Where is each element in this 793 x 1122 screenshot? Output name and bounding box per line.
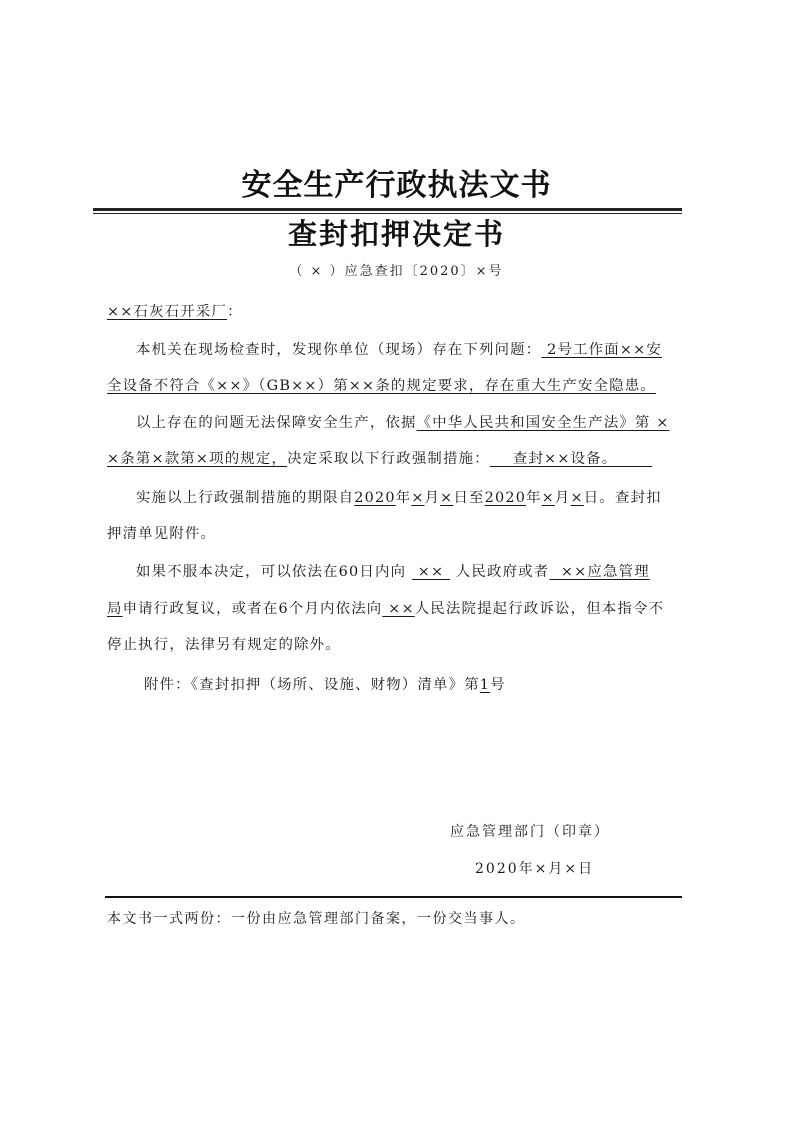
legal-basis-2: ×条第×款第×项的规定， <box>107 451 288 467</box>
period-intro: 实施以上行政强制措施的期限自 <box>136 490 355 506</box>
recipient-line <box>107 302 687 322</box>
paragraph-2-line-2 <box>107 449 687 469</box>
measure-intro: 决定采取以下行政强制措施： <box>287 451 490 467</box>
paragraph-4-line-3: 停止执行，法律另有规定的除外。 <box>107 637 341 653</box>
start-day: × <box>440 490 454 506</box>
day-to-label: 日至 <box>453 490 485 506</box>
paragraph-4-line-1 <box>107 562 716 582</box>
paragraph-4-line-2 <box>107 599 687 619</box>
document-number: （ × ）应急查扣〔2020〕×号 <box>289 264 504 279</box>
problem-description-1: 2号工作面××安 <box>541 342 662 358</box>
problem-description-2: 全设备不符合《××》（GB××）第××条的规定要求，存在重大生产安全隐患。 <box>107 378 656 394</box>
end-month: × <box>541 490 555 506</box>
document-subtitle: 查封扣押决定书 <box>287 217 505 251</box>
end-day: × <box>570 490 584 506</box>
enforcement-measure: 查封××设备。 <box>489 451 652 467</box>
period-suffix: 日。查封扣 <box>583 490 662 506</box>
start-month: × <box>411 490 425 506</box>
header-divider-thick <box>93 208 682 211</box>
attachment-line <box>144 675 724 695</box>
issuing-department: 应急管理部门（印章） <box>450 824 610 840</box>
legal-basis-1: 《中华人民共和国安全生产法》第 × <box>416 415 670 431</box>
appeal-intro: 如果不服本决定，可以依法在60日内向 <box>136 564 407 580</box>
start-year: 2020 <box>354 490 396 506</box>
paragraph-3-line-1 <box>107 488 716 508</box>
paragraph-2-line-1 <box>107 413 716 433</box>
year-label: 年 <box>526 490 542 506</box>
month-label: 月 <box>554 490 571 506</box>
recipient-name: ××石灰石开采厂 <box>107 304 228 320</box>
government-name: ×× <box>411 564 451 580</box>
legal-basis-intro: 以上存在的问题无法保障安全生产，依据 <box>136 415 417 431</box>
review-text: 申请行政复议，或者在6个月内依法向 <box>122 601 383 617</box>
document-title: 安全生产行政执法文书 <box>241 168 552 203</box>
end-year: 2020 <box>484 490 527 506</box>
paragraph-1-line-1 <box>107 340 716 360</box>
paragraph-1-line-2 <box>107 376 687 396</box>
attachment-number: 1 <box>479 677 491 693</box>
agency-name-2: 局 <box>107 601 123 617</box>
footer-divider <box>105 896 682 898</box>
year-label: 年 <box>395 490 412 506</box>
month-label: 月 <box>424 490 441 506</box>
litigation-text: 人民法院提起行政诉讼，但本指令不 <box>414 601 665 617</box>
government-suffix: 人民政府或者 <box>455 564 550 580</box>
problem-intro: 本机关在现场检查时，发现你单位（现场）存在下列问题： <box>136 342 542 358</box>
footer-note: 本文书一式两份：一份由应急管理部门备案，一份交当事人。 <box>107 911 526 927</box>
attachment-label: 附件：《查封扣押（场所、设施、财物）清单》第 <box>144 677 480 693</box>
court-name: ×× <box>382 601 415 617</box>
issue-date: 2020年×月×日 <box>475 861 595 877</box>
agency-name-1: ××应急管理 <box>549 564 650 580</box>
recipient-colon: ： <box>227 304 243 320</box>
attachment-suffix: 号 <box>490 677 506 693</box>
paragraph-3-line-2: 押清单见附件。 <box>107 526 217 542</box>
